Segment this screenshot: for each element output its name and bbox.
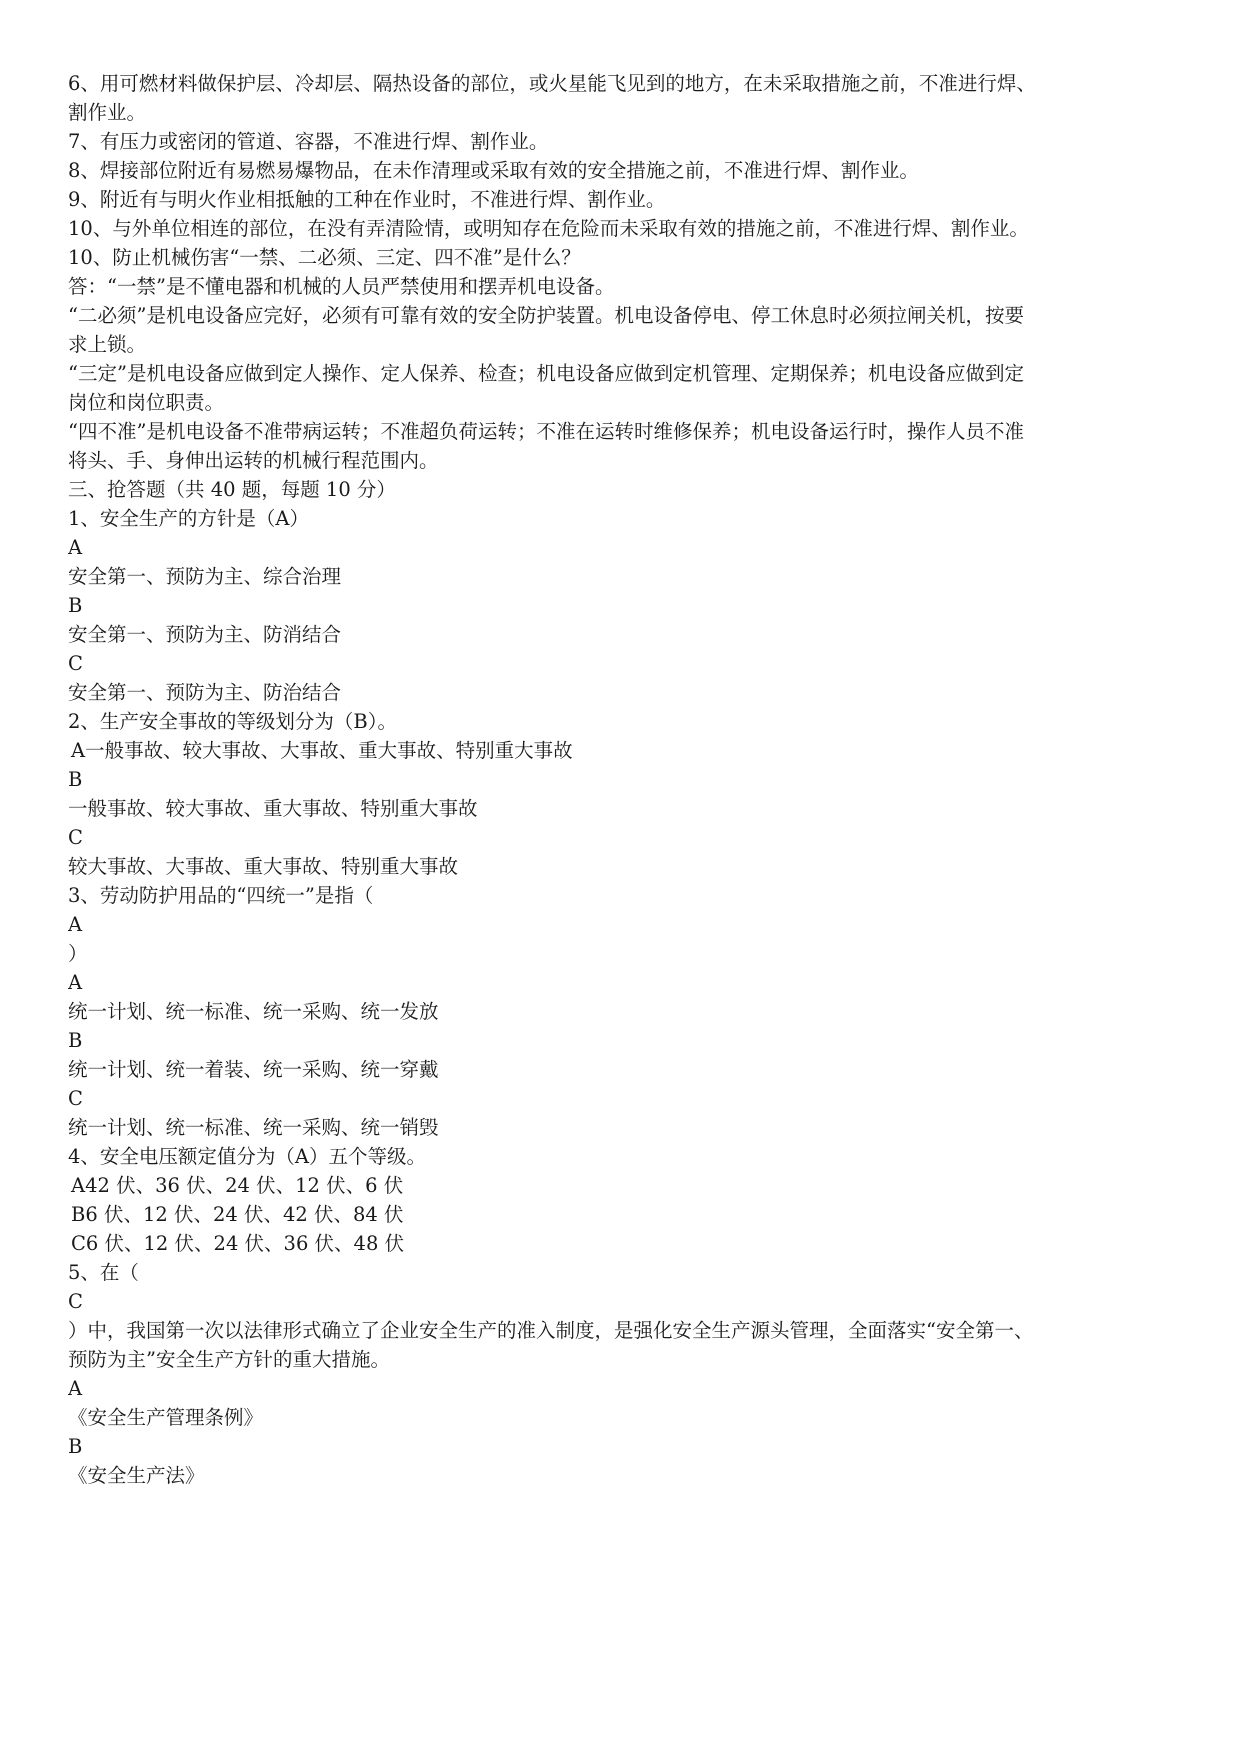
- rule-item-9: 9、附近有与明火作业相抵触的工种在作业时，不准进行焊、割作业。: [68, 188, 666, 211]
- option-text-b: 统一计划、统一着装、统一采购、统一穿戴: [68, 1058, 439, 1081]
- option-a: [68, 1171, 1178, 1200]
- answer-er-bi-xu: “二必须”是机电设备应完好，必须有可靠有效的安全防护装置。机电设备停电、停工休息时必须拉闸关机，按要: [68, 304, 1024, 327]
- option-text-b: 《安全生产法》: [68, 1464, 205, 1487]
- rule-item-10: 10、与外单位相连的部位，在没有弄清险情，或明知存在危险而未采取有效的措施之前，不准进行焊、割作业。: [68, 217, 1029, 240]
- welding-rules: [68, 69, 1178, 243]
- option-label-a: A: [68, 971, 83, 994]
- quiz-question-2: [68, 707, 1178, 881]
- option-text-c: 较大事故、大事故、重大事故、特别重大事故: [68, 855, 459, 878]
- section-heading: 三、抢答题（共 40 题，每题 10 分）: [68, 478, 396, 501]
- rule-item-6-continued: 割作业。: [68, 101, 147, 124]
- option-text-c: 统一计划、统一标准、统一采购、统一销毁: [68, 1116, 439, 1139]
- question-text-continued-2: 预防为主”安全生产方针的重大措施。: [68, 1348, 390, 1371]
- question-text: 3、劳动防护用品的“四统一”是指（: [68, 884, 374, 907]
- question-closing-paren: ）: [68, 942, 88, 965]
- answer-si-bu-zhun: “四不准”是机电设备不准带病运转；不准超负荷运转；不准在运转时维修保养；机电设备运行时，操作人员不准: [68, 420, 1024, 443]
- option-a: [68, 736, 1178, 765]
- quiz-question-3: [68, 881, 1178, 1142]
- option-text-c: 6 伏、12 伏、24 伏、36 伏、48 伏: [85, 1232, 405, 1255]
- question-text: 1、安全生产的方针是（A）: [68, 507, 309, 530]
- question-answer: A: [68, 913, 83, 936]
- question-text: 2、生产安全事故的等级划分为（B）。: [68, 710, 397, 733]
- option-label-c: C: [68, 652, 83, 675]
- option-label-a: A: [71, 1174, 86, 1197]
- option-label-a: A: [71, 739, 86, 762]
- option-text-a: 安全第一、预防为主、综合治理: [68, 565, 342, 588]
- option-text-a: 一般事故、较大事故、大事故、重大事故、特别重大事故: [85, 739, 573, 762]
- option-label-b: B: [68, 768, 83, 791]
- question-text-continued: ）中，我国第一次以法律形式确立了企业安全生产的准入制度，是强化安全生产源头管理，全面落实“安全第一、: [68, 1319, 1034, 1342]
- question-text: 5、在（: [68, 1261, 139, 1284]
- option-text-a: 《安全生产管理条例》: [68, 1406, 264, 1429]
- option-label-a: A: [68, 536, 83, 559]
- option-label-b: B: [68, 1029, 83, 1052]
- rule-item-8: 8、焊接部位附近有易燃易爆物品，在未作清理或采取有效的安全措施之前，不准进行焊、割作业。: [68, 159, 919, 182]
- rule-item-7: 7、有压力或密闭的管道、容器，不准进行焊、割作业。: [68, 130, 549, 153]
- option-text-a: 42 伏、36 伏、24 伏、12 伏、6 伏: [85, 1174, 404, 1197]
- answer-er-bi-xu-continued: 求上锁。: [68, 333, 147, 356]
- option-text-b: 6 伏、12 伏、24 伏、42 伏、84 伏: [85, 1203, 404, 1226]
- option-c: [68, 1229, 1178, 1258]
- quiz-question-1: [68, 504, 1178, 707]
- option-b: [68, 1200, 1178, 1229]
- option-label-c: C: [71, 1232, 86, 1255]
- option-label-b: B: [68, 1435, 83, 1458]
- option-label-b: B: [71, 1203, 86, 1226]
- option-label-b: B: [68, 594, 83, 617]
- option-text-c: 安全第一、预防为主、防治结合: [68, 681, 342, 704]
- quiz-question-5: [68, 1258, 1178, 1490]
- question-text: 10、防止机械伤害“一禁、二必须、三定、四不准”是什么？: [68, 246, 581, 269]
- machinery-safety-question: [68, 243, 1178, 475]
- option-label-c: C: [68, 826, 83, 849]
- document-body: [68, 69, 1178, 1490]
- option-label-a: A: [68, 1377, 83, 1400]
- option-text-b: 一般事故、较大事故、重大事故、特别重大事故: [68, 797, 478, 820]
- option-text-b: 安全第一、预防为主、防消结合: [68, 623, 342, 646]
- answer-san-ding: “三定”是机电设备应做到定人操作、定人保养、检查；机电设备应做到定机管理、定期保养；机电设备应做到定: [68, 362, 1024, 385]
- answer-si-bu-zhun-continued: 将头、手、身伸出运转的机械行程范围内。: [68, 449, 439, 472]
- option-text-a: 统一计划、统一标准、统一采购、统一发放: [68, 1000, 439, 1023]
- rule-item-6: 6、用可燃材料做保护层、冷却层、隔热设备的部位，或火星能飞见到的地方，在未采取措施之前，不准进行焊、: [68, 72, 1036, 95]
- option-label-c: C: [68, 1087, 83, 1110]
- question-answer: C: [68, 1290, 83, 1313]
- quiz-question-4: [68, 1142, 1178, 1258]
- answer-yi-jin: 答：“一禁”是不懂电器和机械的人员严禁使用和摆弄机电设备。: [68, 275, 615, 298]
- question-text: 4、安全电压额定值分为（A）五个等级。: [68, 1145, 426, 1168]
- answer-san-ding-continued: 岗位和岗位职责。: [68, 391, 225, 414]
